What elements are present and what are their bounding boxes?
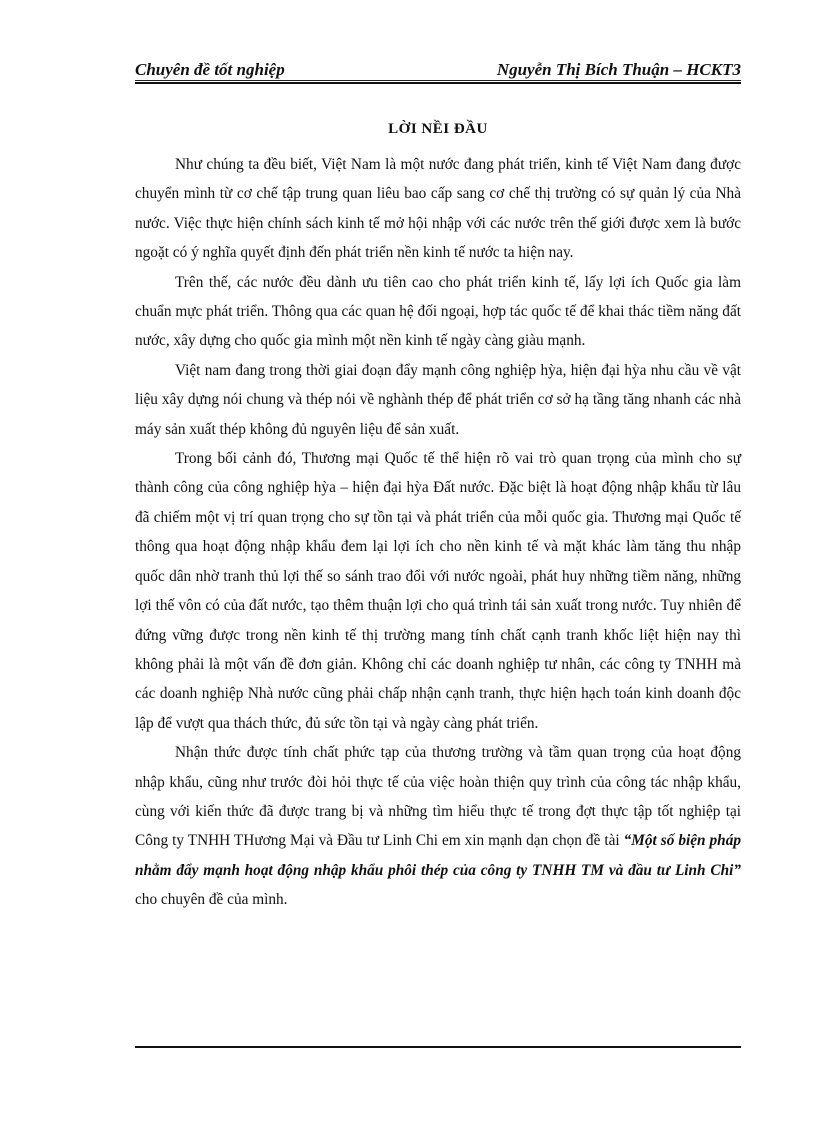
footer-rule <box>135 1046 741 1048</box>
page-header <box>135 56 741 80</box>
paragraph-1: Như chúng ta đều biết, Việt Nam là một nước đang phát triển, kinh tế Việt Nam đang được chuyển mình từ cơ chế tập trung quan liêu bao cấp sang cơ chế thị trường có sự quản lý của Nhà nước. Việc thực hiện chính sách kinh tế mở hội nhập với các nước trên thế giới được xem là bước ngoặt có ý nghĩa quyết định đến phát triển nền kinh tế nước ta hiện nay. <box>135 156 741 262</box>
header-rule-thick <box>135 82 741 84</box>
paragraph-5-text: Nhận thức được tính chất phức tạp của thương trường và tầm quan trọng của hoạt động nhập khẩu, cũng như trước đòi hỏi thực tế của việc hoàn thiện quy trình của công tác nhập khẩu, cùng với kiến thức đã được trang bị và những tìm hiểu thực tế trong đợt thực tập tốt nghiệp tại Công ty TNHH THương Mại và Đầu tư Linh Chi em xin mạnh dạn chọn đề tài <box>135 744 741 850</box>
header-left-title: Chuyên đề tốt nghiệp <box>135 60 285 79</box>
paragraph-5 <box>135 738 741 914</box>
header-right-author: Nguyễn Thị Bích Thuận – HCKT3 <box>496 60 741 79</box>
paragraph-2: Trên thế, các nước đều dành ưu tiên cao cho phát triển kinh tế, lấy lợi ích Quốc gia làm chuẩn mực phát triển. Thông qua các quan hệ đối ngoại, hợp tác quốc tế để khai thác tiềm năng đất nước, xây dựng cho quốc gia mình một nền kinh tế ngày càng giàu mạnh. <box>135 273 741 350</box>
paragraph-4: Trong bối cảnh đó, Thương mại Quốc tế thể hiện rõ vai trò quan trọng của mình cho sự thành công của công nghiệp hỳa – hiện đại hỳa Đất nước. Đặc biệt là hoạt động nhập khẩu từ lâu đã chiếm một vị trí quan trọng cho sự tồn tại và phát triển của mỗi quốc gia. Thương mại Quốc tế thông qua hoạt động nhập khẩu đem lại lợi ích cho nền kinh tế và mặt khác làm tăng thu nhập quốc dân nhờ tranh thủ lợi thế so sánh trao đổi với nước ngoài, phát huy những tiềm năng, những lợi thế vôn có của đất nước, tạo thêm thuận lợi cho quá trình tái sản xuất trong nước. Tuy nhiên để đứng vững được trong nền kinh tế thị trường mang tính chất cạnh tranh khốc liệt hiện nay thì không phải là một vấn đề đơn giản. Không chỉ các doanh nghiệp tư nhân, các công ty TNHH mà các doanh nghiệp Nhà nước cũng phải chấp nhận cạnh tranh, thực hiện hạch toán kinh doanh độc lập để vượt qua thách thức, đủ sức tồn tại và ngày càng phát triển. <box>135 450 741 732</box>
page-title: LỜI NỀI ĐẦU <box>388 121 488 137</box>
paragraph-5-ending: cho chuyên đề của mình. <box>135 891 288 909</box>
document-body <box>135 150 741 915</box>
header-rule-thin <box>135 80 741 81</box>
paragraph-3: Việt nam đang trong thời giai đoạn đẩy mạnh công nghiệp hỳa, hiện đại hỳa nhu cầu về vật liệu xây dựng nói chung và thép nói về nghành thép để phát triển cơ sở hạ tầng tăng nhanh các nhà máy sản xuất thép không đủ nguyên liệu để sản xuất. <box>135 361 741 438</box>
thesis-topic: “Một số biện pháp nhằm đẩy mạnh hoạt động nhập khẩu phôi thép của công ty TNHH TM và đầu tư Linh Chi” <box>135 832 741 879</box>
